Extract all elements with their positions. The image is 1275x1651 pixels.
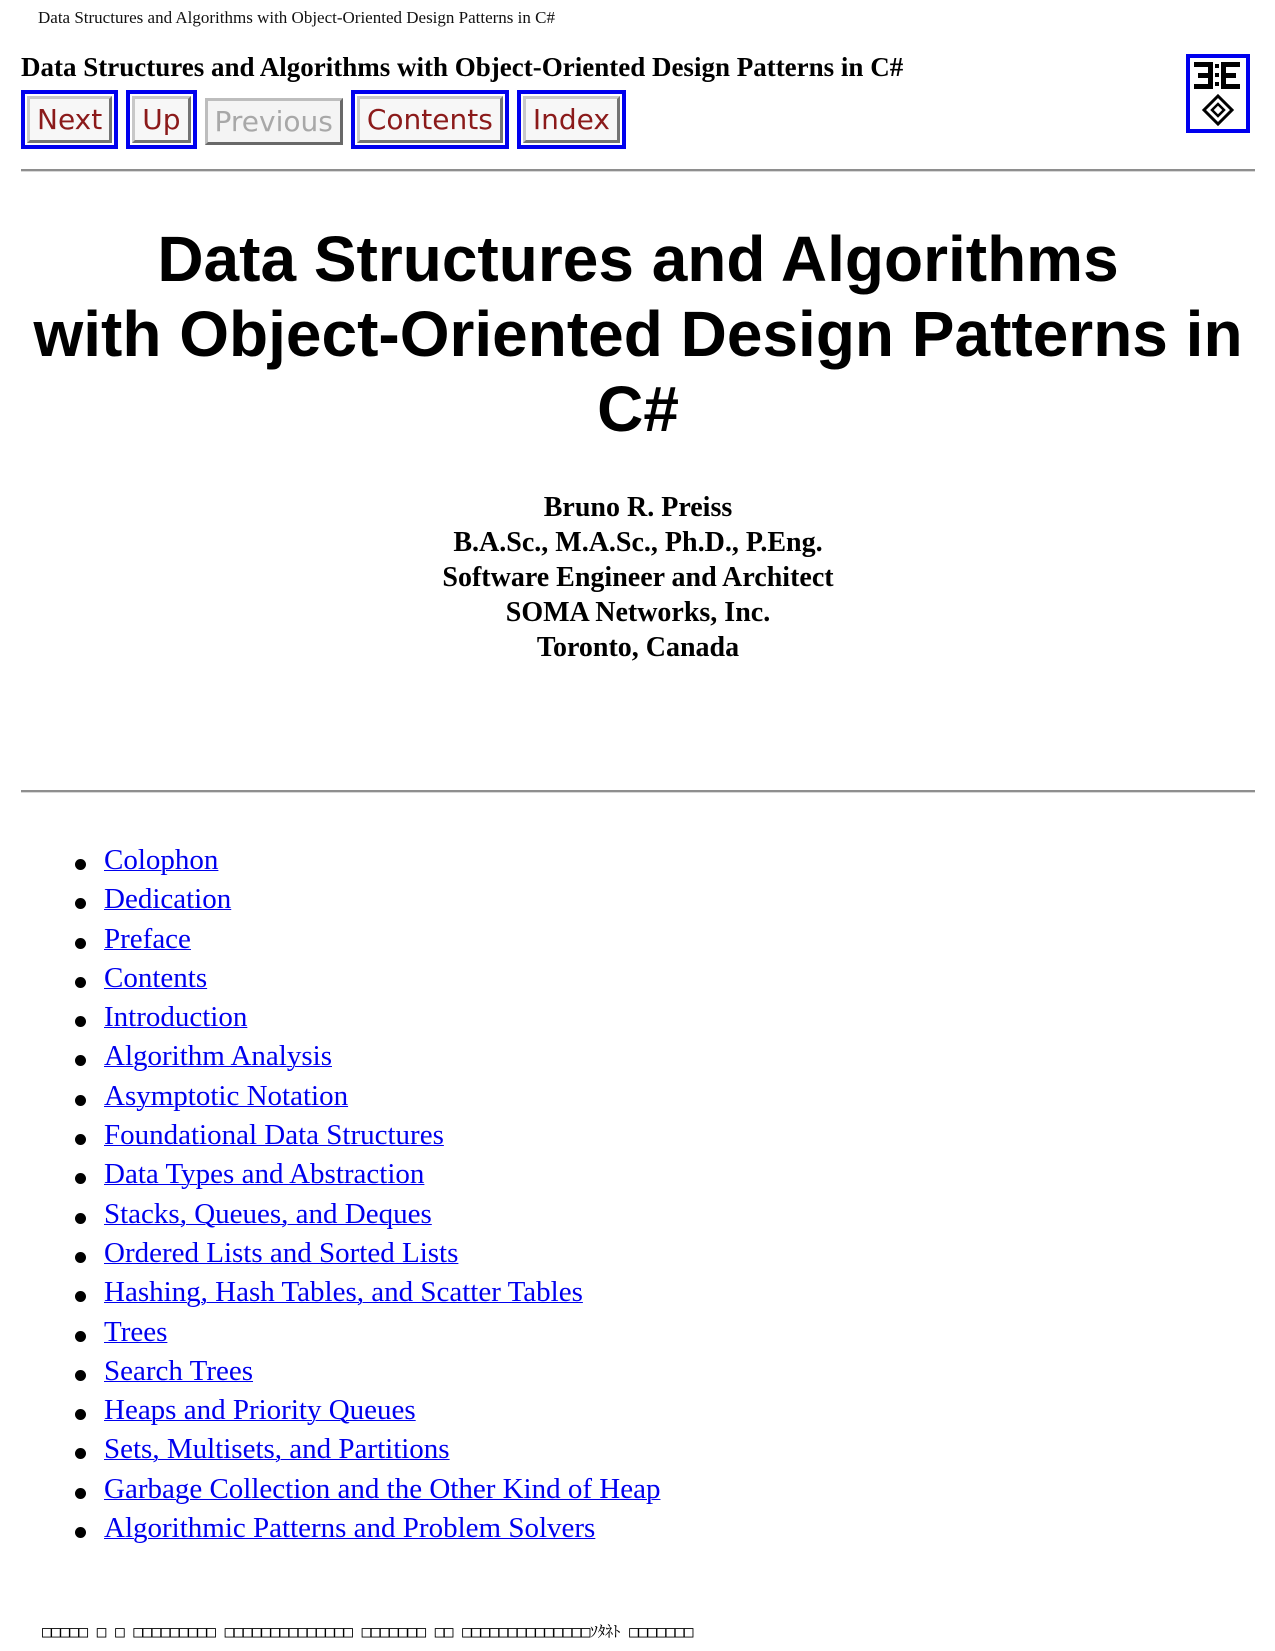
page-title-line-2: with Object-Oriented Design Patterns in: [33, 298, 1243, 370]
bullet-icon: [75, 1252, 86, 1263]
toc-item: [68, 1000, 660, 1039]
page-title-line-3: C#: [597, 373, 679, 445]
bullet-icon: [75, 1527, 86, 1538]
toc-item: [68, 1315, 660, 1354]
index-button[interactable]: [517, 90, 626, 149]
toc-link-algorithm-analysis[interactable]: Algorithm Analysis: [104, 1040, 332, 1073]
middle-divider: [21, 790, 1255, 793]
toc-link-foundational-data-structures[interactable]: Foundational Data Structures: [104, 1119, 444, 1152]
bullet-icon: [75, 1213, 86, 1224]
author-degrees: B.A.Sc., M.A.Sc., Ph.D., P.Eng.: [453, 527, 823, 558]
toc-item: [68, 882, 660, 921]
toc-link-introduction[interactable]: Introduction: [104, 1001, 248, 1034]
author-block: [21, 490, 1255, 665]
up-button-label: Up: [132, 96, 190, 143]
author-company: SOMA Networks, Inc.: [505, 597, 771, 628]
toc-item: [68, 1157, 660, 1196]
bullet-icon: [75, 1055, 86, 1066]
previous-button-label: Previous: [205, 98, 343, 145]
bullet-icon: [75, 1409, 86, 1420]
toc-link-dedication[interactable]: Dedication: [104, 883, 232, 916]
bullet-icon: [75, 1331, 86, 1342]
toc-link-algorithmic-patterns[interactable]: Algorithmic Patterns and Problem Solvers: [104, 1512, 596, 1545]
next-button-label: Next: [27, 96, 112, 143]
toc-item: [68, 922, 660, 961]
toc-link-search-trees[interactable]: Search Trees: [104, 1354, 254, 1387]
toc-item: [68, 1511, 660, 1550]
toc-link-data-types[interactable]: Data Types and Abstraction: [104, 1158, 425, 1191]
toc-item: [68, 1079, 660, 1118]
top-divider: [21, 169, 1255, 172]
bullet-icon: [75, 977, 86, 988]
bullet-icon: [75, 1134, 86, 1145]
book-title: Data Structures and Algorithms with Object-Oriented Design Patterns in C#: [21, 52, 904, 82]
toc-item: [68, 1039, 660, 1078]
toc-link-hashing[interactable]: Hashing, Hash Tables, and Scatter Tables: [104, 1276, 583, 1309]
table-of-contents: [68, 843, 660, 1550]
author-name: Bruno R. Preiss: [543, 492, 733, 523]
toc-item: [68, 1354, 660, 1393]
toc-item: [68, 1275, 660, 1314]
toc-item: [68, 1118, 660, 1157]
toc-link-sets[interactable]: Sets, Multisets, and Partitions: [104, 1433, 450, 1466]
footer-text: □□□□□ □ □ □□□□□□□□□ □□□□□□□□□□□□□□ □□□□□□□ □□ □□□□□□□□□□□□□□ｿﾀﾈﾄ □□□□□□□: [42, 1622, 694, 1641]
bullet-icon: [75, 938, 86, 949]
index-button-label: Index: [523, 96, 620, 143]
toc-item: [68, 843, 660, 882]
previous-button: [205, 98, 343, 145]
toc-link-trees[interactable]: Trees: [104, 1315, 168, 1348]
bullet-icon: [75, 859, 86, 870]
toc-link-garbage-collection[interactable]: Garbage Collection and the Other Kind of Heap: [104, 1472, 661, 1505]
navigation-bar: [21, 90, 626, 149]
toc-link-preface[interactable]: Preface: [104, 922, 191, 955]
bullet-icon: [75, 1095, 86, 1106]
bullet-icon: [75, 1488, 86, 1499]
contents-button[interactable]: [351, 90, 509, 149]
logo-link[interactable]: [1186, 54, 1250, 133]
toc-item: [68, 1197, 660, 1236]
toc-item: [68, 1432, 660, 1471]
bullet-icon: [75, 1173, 86, 1184]
bullet-icon: [75, 1370, 86, 1381]
toc-item: [68, 1393, 660, 1432]
page-title: [21, 222, 1255, 447]
toc-link-contents[interactable]: Contents: [104, 961, 208, 994]
toc-item: [68, 1472, 660, 1511]
toc-link-colophon[interactable]: Colophon: [104, 844, 219, 876]
toc-link-stacks-queues-deques[interactable]: Stacks, Queues, and Deques: [104, 1197, 432, 1230]
toc-link-asymptotic-notation[interactable]: Asymptotic Notation: [104, 1079, 349, 1112]
up-button[interactable]: [126, 90, 196, 149]
toc-item: [68, 1236, 660, 1275]
toc-link-ordered-lists[interactable]: Ordered Lists and Sorted Lists: [104, 1236, 459, 1269]
toc-item: [68, 961, 660, 1000]
bullet-icon: [75, 898, 86, 909]
contents-button-label: Contents: [357, 96, 503, 143]
page-title-line-1: Data Structures and Algorithms: [157, 223, 1119, 295]
toc-link-heaps[interactable]: Heaps and Priority Queues: [104, 1394, 416, 1427]
author-location: Toronto, Canada: [536, 632, 740, 663]
next-button[interactable]: [21, 90, 118, 149]
ee-logo-icon: [1190, 58, 1246, 129]
bullet-icon: [75, 1016, 86, 1027]
bullet-icon: [75, 1448, 86, 1459]
author-role: Software Engineer and Architect: [442, 562, 834, 593]
page-header-title: Data Structures and Algorithms with Object-Oriented Design Patterns in C#: [38, 8, 555, 27]
bullet-icon: [75, 1291, 86, 1302]
